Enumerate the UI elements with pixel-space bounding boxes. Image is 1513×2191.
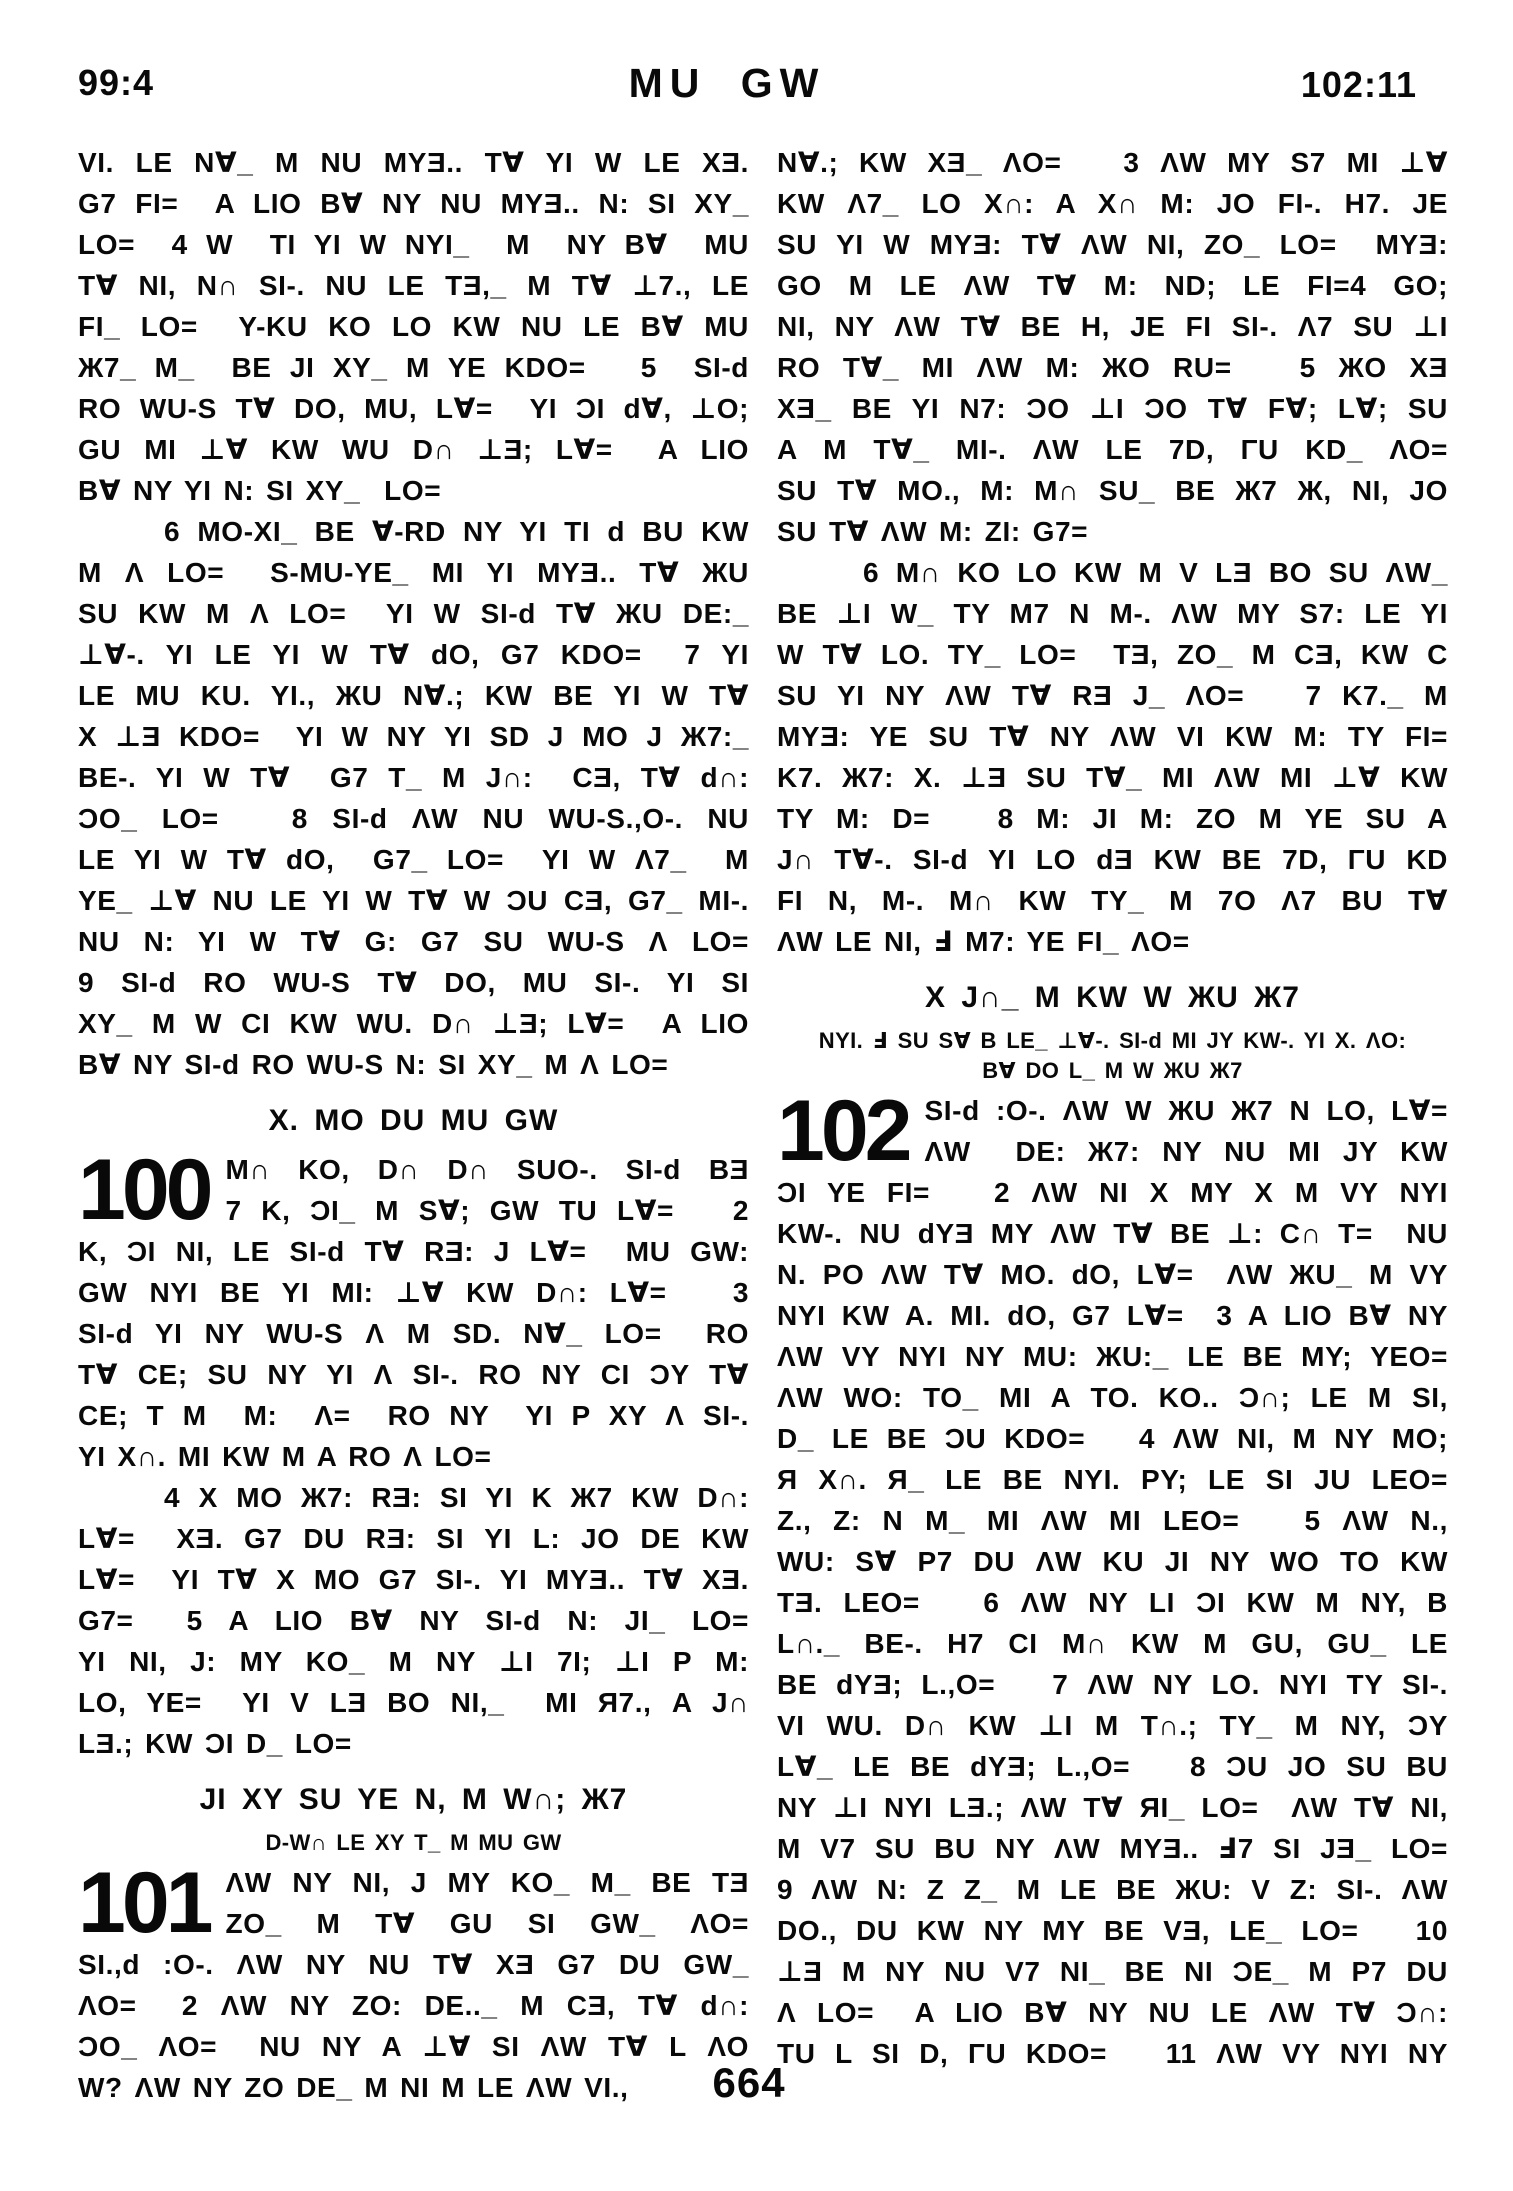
text-line: T∀ CE; SU NY YI Λ SI-. RO NY CI ƆY T∀: [78, 1359, 749, 1390]
text-line: ΛW DE: Ж7: NY NU MI JY KW: [924, 1136, 1448, 1167]
text-line: N. PO ΛW T∀ MO. dO, L∀= ΛW ЖU_ M VY: [777, 1259, 1448, 1290]
text-line: TƎ. LEO= 6 ΛW NY LI ƆI KW M NY, B: [777, 1587, 1448, 1618]
verse-number: 8: [997, 803, 1014, 834]
text-line: W T∀ LO. TY_ LO= TƎ, ZO_ M CƎ, KW C: [777, 639, 1448, 670]
psalm-subheading: D-W∩ LE XY T_ M MU GW: [265, 1830, 562, 1855]
verse-number: 3: [1123, 147, 1140, 178]
text-line: NY ⊥I NYI LƎ.; ΛW T∀ ЯI_ LO= ΛW T∀ NI,: [777, 1792, 1448, 1823]
text-line: ⊥∀-. YI LE YI W T∀ dO, G7 KDO= 7 YI: [78, 639, 749, 670]
text-line: Я X∩. Я_ LE BE NYI. PY; LE SI JU LEO=: [777, 1464, 1448, 1495]
verse-number: 7: [1052, 1669, 1069, 1700]
text-line: 7 K, ƆI_ M S∀; GW TU L∀= 2: [225, 1195, 749, 1226]
text-line: RO WU-S T∀ DO, MU, L∀= YI ƆI d∀, ⊥O;: [78, 393, 749, 424]
text-line: NI, NY ΛW T∀ BE H, JE FI SI-. Λ7 SU ⊥I: [777, 311, 1448, 342]
verse-number: 2: [732, 1195, 749, 1226]
text-line: K7. Ж7: X. ⊥Ǝ SU T∀_ MI ΛW MI ⊥∀ KW: [777, 762, 1448, 793]
text-line: LE MU KU. YI., ЖU N∀.; KW BE YI W T∀: [78, 680, 749, 711]
verse-number: 2: [993, 1177, 1011, 1208]
verse-number: 4: [1138, 1423, 1155, 1454]
verse-number: 4: [164, 1482, 181, 1513]
chapter-block: [777, 1090, 1448, 1172]
text-line: L∀_ LE BE dYƎ; L.,O= 8 ƆU JO SU BU: [777, 1751, 1448, 1782]
chapter-block: [78, 1862, 749, 1944]
text-line: GW NYI BE YI MI: ⊥∀ KW D∩: L∀= 3: [78, 1277, 749, 1308]
verse-number: 5: [186, 1605, 203, 1636]
text-line: WU: S∀ P7 DU ΛW KU JI NY WO TO KW: [777, 1546, 1448, 1577]
chapter-number: 100: [78, 1149, 210, 1231]
verse-number: 2: [181, 1990, 199, 2021]
text-line: 9 ΛW N: Z Z_ M LE BE ЖU: V Z: SI-. ΛW: [777, 1874, 1448, 1905]
text-line: BE ⊥I W_ TY M7 N M-. ΛW MY S7: LE YI: [777, 598, 1448, 629]
text-line: LO= 4 W TI YI W NYI_ M NY B∀ MU: [78, 229, 750, 260]
text-line: M V7 SU BU NY ΛW MYƎ.. Ⅎ7 SI JƎ_ LO=: [777, 1833, 1448, 1864]
text-line: ƆO_ LO= 8 SI-d ΛW NU WU-S.,O-. NU: [78, 803, 749, 834]
text-line: VI WU. D∩ KW ⊥I M T∩.; TY_ M NY, ƆY: [777, 1710, 1448, 1741]
text-line: CE; T M M: Λ= RO NY YI P XY Λ SI-.: [78, 1400, 749, 1431]
text-line: GO M LE ΛW T∀ M: ND; LE FI=4 GO;: [777, 270, 1448, 301]
text-line: SI-d :O-. ΛW W ЖU Ж7 N LO, L∀=: [924, 1095, 1448, 1126]
text-line: SU T∀ MO., M: M∩ SU_ BE Ж7 Ж, NI, JO: [777, 475, 1448, 506]
verse-number: 5: [640, 352, 657, 383]
verse-number: 11: [1165, 2038, 1197, 2069]
text-line: ƆI YE FI= 2 ΛW NI X MY X M VY NYI: [777, 1177, 1448, 1208]
text-line: XƎ_ BE YI N7: ƆO ⊥I ƆO T∀ F∀; L∀; SU: [777, 393, 1448, 424]
verse-number: 3: [1216, 1300, 1233, 1331]
text-line: SI.,d :O-. ΛW NY NU T∀ XƎ G7 DU GW_: [78, 1949, 749, 1980]
text-line: 6 M∩ KO LO KW M V LƎ BO SU ΛW_: [863, 557, 1448, 588]
text-line: 4 X MO Ж7: RƎ: SI YI K Ж7 KW D∩:: [164, 1482, 749, 1513]
text-line: ΛW WO: TO_ MI A TO. KO.. Ɔ∩; LE M SI,: [777, 1382, 1448, 1413]
text-line: ZO_ M T∀ GU SI GW_ ΛO=: [225, 1908, 749, 1939]
verse-number: 7: [1305, 680, 1322, 711]
text-line: 9 SI-d RO WU-S T∀ DO, MU SI-. YI SI: [78, 967, 749, 998]
psalm-heading: X J∩_ M KW W ЖU Ж7: [925, 981, 1300, 1014]
verse-number: 5: [1299, 352, 1316, 383]
text-line: KW-. NU dYƎ MY ΛW T∀ BE ⊥: C∩ T= NU: [777, 1218, 1448, 1249]
text-line: NU N: YI W T∀ G: G7 SU WU-S Λ LO=: [78, 926, 749, 957]
text-line: N∀.; KW XƎ_ ΛO= 3 ΛW MY S7 MI ⊥∀: [777, 147, 1448, 178]
text-line: LO, YE= YI V LƎ BO NI,_ MI Я7., A J∩: [78, 1687, 749, 1718]
verse-number: 8: [1190, 1751, 1207, 1782]
text-line: D_ LE BE ƆU KDO= 4 ΛW NI, M NY MO;: [777, 1423, 1448, 1454]
text-line: FI_ LO= Y-KU KO LO KW NU LE B∀ MU: [78, 311, 749, 342]
verse-number: 6: [983, 1587, 1000, 1618]
text-line: TY M: D= 8 M: JI M: ZO M YE SU A: [777, 803, 1448, 834]
text-line: YI NI, J: MY KO_ M NY ⊥I 7I; ⊥I P M:: [78, 1646, 749, 1677]
verse-number: 8: [291, 803, 308, 834]
text-line: ΛW VY NYI NY MU: ЖU:_ LE BE MY; YEO=: [777, 1341, 1448, 1372]
page-header: [78, 62, 1417, 112]
text-line: L∀= XƎ. G7 DU RƎ: SI YI L: JO DE KW: [78, 1523, 749, 1554]
text-line: T∀ NI, N∩ SI-. NU LE TƎ,_ M T∀ ⊥7., LE: [78, 270, 749, 301]
text-line: X ⊥Ǝ KDO= YI W NY YI SD J MO J Ж7:_: [78, 721, 749, 752]
verse-number: 4: [171, 229, 188, 260]
text-line: SU KW M Λ LO= YI W SI-d T∀ ЖU DE:_: [78, 598, 749, 629]
chapter-number: 102: [777, 1090, 909, 1172]
running-head-book-title: MU GW: [628, 60, 826, 106]
chapter-number: 101: [78, 1862, 210, 1944]
text-line: YI X∩. MI KW M A RO Λ LO=: [78, 1441, 492, 1472]
text-line: NYI KW A. MI. dO, G7 L∀= 3 A LIO B∀ NY: [777, 1300, 1448, 1331]
text-line: GU MI ⊥∀ KW WU D∩ ⊥Ǝ; L∀= A LIO: [78, 434, 749, 465]
text-line: LƎ.; KW ƆI D_ LO=: [78, 1728, 352, 1759]
text-line: BE-. YI W T∀ G7 T_ M J∩: CƎ, T∀ d∩:: [78, 762, 749, 793]
text-line: XY_ M W CI KW WU. D∩ ⊥Ǝ; L∀= A LIO: [78, 1008, 749, 1039]
text-line: ΛW NY NI, J MY KO_ M_ BE TƎ: [225, 1867, 749, 1898]
text-line: SU YI NY ΛW T∀ RƎ J_ ΛO= 7 K7._ M: [777, 680, 1448, 711]
text-line: L∀= YI T∀ X MO G7 SI-. YI MYƎ.. T∀ XƎ.: [78, 1564, 749, 1595]
text-line: RO T∀_ MI ΛW M: ЖO RU= 5 ЖO XƎ: [777, 352, 1448, 383]
text-line: A M T∀_ MI-. ΛW LE 7D, ΓU KD_ ΛO=: [777, 434, 1448, 465]
text-line: B∀ NY YI N: SI XY_ LO=: [78, 475, 442, 506]
text-line: 6 MO-XI_ BE ∀-RD NY YI TI d BU KW: [164, 516, 749, 547]
text-line: J∩ T∀-. SI-d YI LO dƎ KW BE 7D, ΓU KD: [777, 844, 1448, 875]
text-line: FI N, M-. M∩ KW TY_ M 7O Λ7 BU T∀: [777, 885, 1448, 916]
verse-number: 6: [863, 557, 880, 588]
running-head-left-ref: 99:4: [78, 62, 155, 103]
psalm-heading: JI XY SU YE N, M W∩; Ж7: [199, 1783, 628, 1816]
text-line: M∩ KO, D∩ D∩ SUO-. SI-d BƎ: [225, 1154, 749, 1185]
chapter-block: [78, 1149, 749, 1231]
psalm-heading: X. MO DU MU GW: [268, 1104, 559, 1137]
text-line: KW Λ7_ LO X∩: A X∩ M: JO FI-. H7. JE: [777, 188, 1448, 219]
psalm-subheading: NYI. Ⅎ SU S∀ B LE_ ⊥∀-. SI-d MI JY KW-. YI X. ΛO:: [818, 1028, 1407, 1053]
verse-number: 4: [1350, 270, 1367, 301]
text-line: DO., DU KW NY MY BE VƎ, LE_ LO= 10: [777, 1915, 1448, 1946]
text-body: [78, 142, 1448, 2108]
text-column-left: [78, 142, 749, 2108]
text-line: W? ΛW NY ZO DE_ M NI M LE ΛW VI.,: [78, 2072, 629, 2103]
text-line: G7 FI= A LIO B∀ NY NU MYƎ.. N: SI XY_: [78, 188, 749, 219]
text-line: YE_ ⊥∀ NU LE YI W T∀ W ƆU CƎ, G7_ MI-.: [78, 885, 749, 916]
running-head-right-ref: 102:11: [1300, 64, 1417, 105]
verse-number: 9: [78, 967, 95, 998]
text-line: K, ƆI NI, LE SI-d T∀ RƎ: J L∀= MU GW:: [78, 1236, 749, 1267]
text-line: M Λ LO= S-MU-YE_ MI YI MYƎ.. T∀ ЖU: [78, 557, 749, 588]
text-line: MYƎ: YE SU T∀ NY ΛW VI KW M: TY FI=: [777, 721, 1448, 752]
verse-number: 7: [684, 639, 701, 670]
text-line: SI-d YI NY WU-S Λ M SD. N∀_ LO= RO: [78, 1318, 749, 1349]
text-line: BE dYƎ; L.,O= 7 ΛW NY LO. NYI TY SI-.: [777, 1669, 1449, 1700]
text-line: SU T∀ ΛW M: ZI: G7=: [777, 516, 1089, 547]
text-line: ΛO= 2 ΛW NY ZO: DE.._ M CƎ, T∀ d∩:: [78, 1990, 749, 2021]
verse-number: 9: [777, 1874, 794, 1905]
page-number: 664: [712, 2059, 786, 2106]
verse-number: 6: [164, 516, 181, 547]
text-line: Z., Z: N M_ MI ΛW MI LEO= 5 ΛW N.,: [777, 1505, 1448, 1536]
text-line: ƆO_ ΛO= NU NY A ⊥∀ SI ΛW T∀ L ΛO: [78, 2031, 749, 2062]
psalm-subheading: B∀ DO L_ M W ЖU Ж7: [982, 1058, 1243, 1083]
text-line: VI. LE N∀_ M NU MYƎ.. T∀ YI W LE XƎ.: [78, 147, 749, 178]
verse-number: 3: [732, 1277, 749, 1308]
text-line: LE YI W T∀ dO, G7_ LO= YI W Λ7_ M: [78, 844, 749, 875]
text-line: Λ LO= A LIO B∀ NY NU LE ΛW T∀ Ɔ∩:: [777, 1997, 1448, 2028]
text-line: ΛW LE NI, Ⅎ M7: YE FI_ ΛO=: [777, 926, 1190, 957]
text-line: L∩._ BE-. H7 CI M∩ KW M GU, GU_ LE: [777, 1628, 1448, 1659]
text-line: SU YI W MYƎ: T∀ ΛW NI, ZO_ LO= MYƎ:: [777, 229, 1448, 260]
text-line: TU L SI D, ΓU KDO= 11 ΛW VY NYI NY: [777, 2038, 1448, 2069]
text-line: G7= 5 A LIO B∀ NY SI-d N: JI_ LO=: [78, 1605, 749, 1636]
verse-number: 5: [1304, 1505, 1321, 1536]
text-line: Ж7_ M_ BE JI XY_ M YE KDO= 5 SI-d: [78, 352, 749, 383]
text-line: ⊥Ǝ M NY NU V7 NI_ BE NI ƆE_ M P7 DU: [777, 1956, 1448, 1987]
text-line: B∀ NY SI-d RO WU-S N: SI XY_ M Λ LO=: [78, 1049, 669, 1080]
text-column-right: [777, 142, 1448, 2108]
verse-number: 10: [1415, 1915, 1448, 1946]
